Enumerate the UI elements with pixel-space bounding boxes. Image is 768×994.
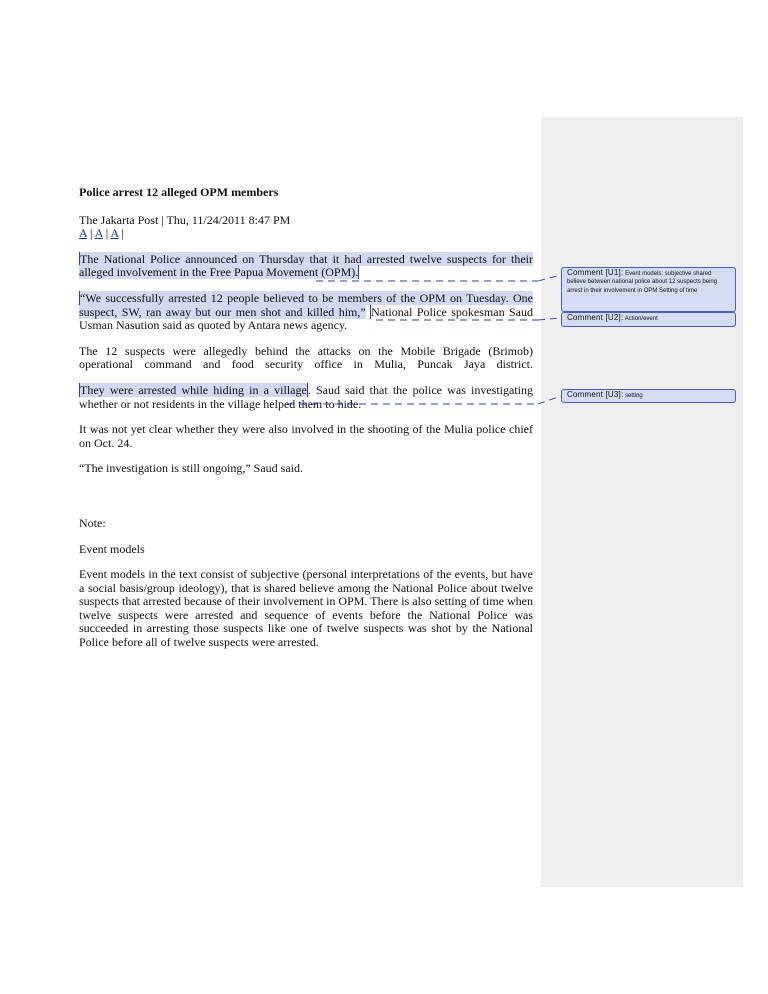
comment-u1-tag: Comment [U1]: <box>567 268 624 277</box>
paragraph-1 <box>79 253 533 280</box>
comment-u3-tag: Comment [U3]: <box>567 390 624 399</box>
font-size-links: A | A | A | <box>79 226 124 241</box>
comment-u2[interactable] <box>561 312 736 327</box>
note-heading: Event models <box>79 541 145 556</box>
byline-text: The Jakarta Post | Thu, 11/24/2011 8:47 PM <box>79 212 291 227</box>
comment-u3-text: setting <box>625 393 643 399</box>
comment-anchor-u3[interactable]: They were arrested while hiding in a village <box>80 382 307 397</box>
document-body <box>79 186 533 650</box>
article-title: Police arrest 12 alleged OPM members <box>79 185 279 199</box>
font-size-link-2[interactable]: A <box>94 226 103 241</box>
comment-u2-text: Action/event <box>624 316 658 322</box>
paragraph-6: “The investigation is still ongoing,” Saud said. <box>79 461 303 476</box>
comment-u2-tag: Comment [U2]: <box>567 313 624 322</box>
note-label: Note: <box>79 515 106 530</box>
paragraph-4-rest: . Saud said that the police was investigating whether or not residents in the village helped them to hide. <box>79 382 533 411</box>
article-byline <box>79 214 533 228</box>
paragraph-5: It was not yet clear whether they were also involved in the shooting of the Mulia police chief on Oct. 24. <box>79 422 533 450</box>
comment-u1-text: Event models: subjective shared believe between national police about 12 suspects being arrest in their involvement in OPM Setting of time <box>567 271 718 294</box>
font-size-link-1[interactable]: A <box>79 226 88 241</box>
paragraph-2 <box>79 292 533 333</box>
comment-u3[interactable] <box>561 389 736 403</box>
comment-markup-pane <box>541 117 743 887</box>
comment-u1[interactable] <box>561 267 736 312</box>
comment-anchor-u1[interactable]: The National Police announced on Thursday that it had arrested twelve suspects for their alleged involvement in the Free Papua Movement (OPM). <box>79 251 533 280</box>
comment-anchor-u1-quote[interactable]: “We successfully arrested 12 people believed to be members of the OPM on Tuesday. One suspect, SW, ran away but our men shot and killed him,” <box>79 290 533 319</box>
paragraph-4 <box>79 384 533 411</box>
note-body: Event models in the text consist of subjective (personal interpretations of the events, but have a social basis/group ideology), that is shared believe among the National Police about twelve suspects that arrested because of their involvement in OPM. There is also setting of time when twelve suspects were arrested and sequence of events before the National Police was succeeded in arresting those suspects like one of twelve suspects was shot by the National Police before all of twelve suspects were arrested. <box>79 567 533 650</box>
font-size-link-3[interactable]: A <box>110 226 119 241</box>
paragraph-3: The 12 suspects were allegedly behind the attacks on the Mobile Brigade (Brimob) operational command and food security office in Mulia, Puncak Jaya district. <box>79 343 533 372</box>
comment-anchor-u2[interactable]: National Police spokesman Saud Usman Nasution said as quoted by Antara news agency. <box>79 304 534 333</box>
